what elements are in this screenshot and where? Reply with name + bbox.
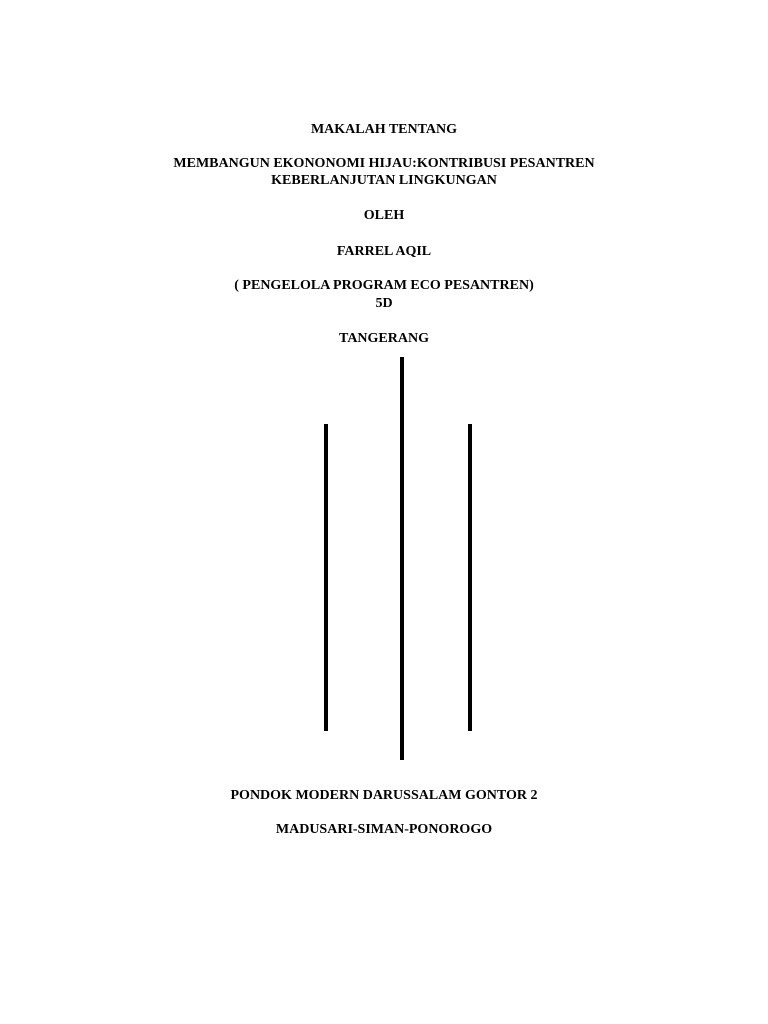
- author-class: 5D: [375, 296, 393, 311]
- cover-title-line1: MEMBANGUN EKONONOMI HIJAU:KONTRIBUSI PESANTREN: [173, 156, 595, 171]
- author-role: ( PENGELOLA PROGRAM ECO PESANTREN): [234, 278, 534, 293]
- cover-title-line2: KEBERLANJUTAN LINGKUNGAN: [271, 173, 497, 188]
- decorative-bar-center: [400, 357, 404, 760]
- decorative-bar-right: [468, 424, 472, 731]
- author-name: FARREL AQIL: [336, 244, 432, 259]
- institution-name: PONDOK MODERN DARUSSALAM GONTOR 2: [230, 788, 538, 803]
- institution-address: MADUSARI-SIMAN-PONOROGO: [275, 822, 493, 837]
- decorative-bar-left: [324, 424, 328, 731]
- by-label: OLEH: [363, 208, 405, 223]
- city: TANGERANG: [339, 331, 429, 346]
- cover-heading: MAKALAH TENTANG: [310, 122, 458, 137]
